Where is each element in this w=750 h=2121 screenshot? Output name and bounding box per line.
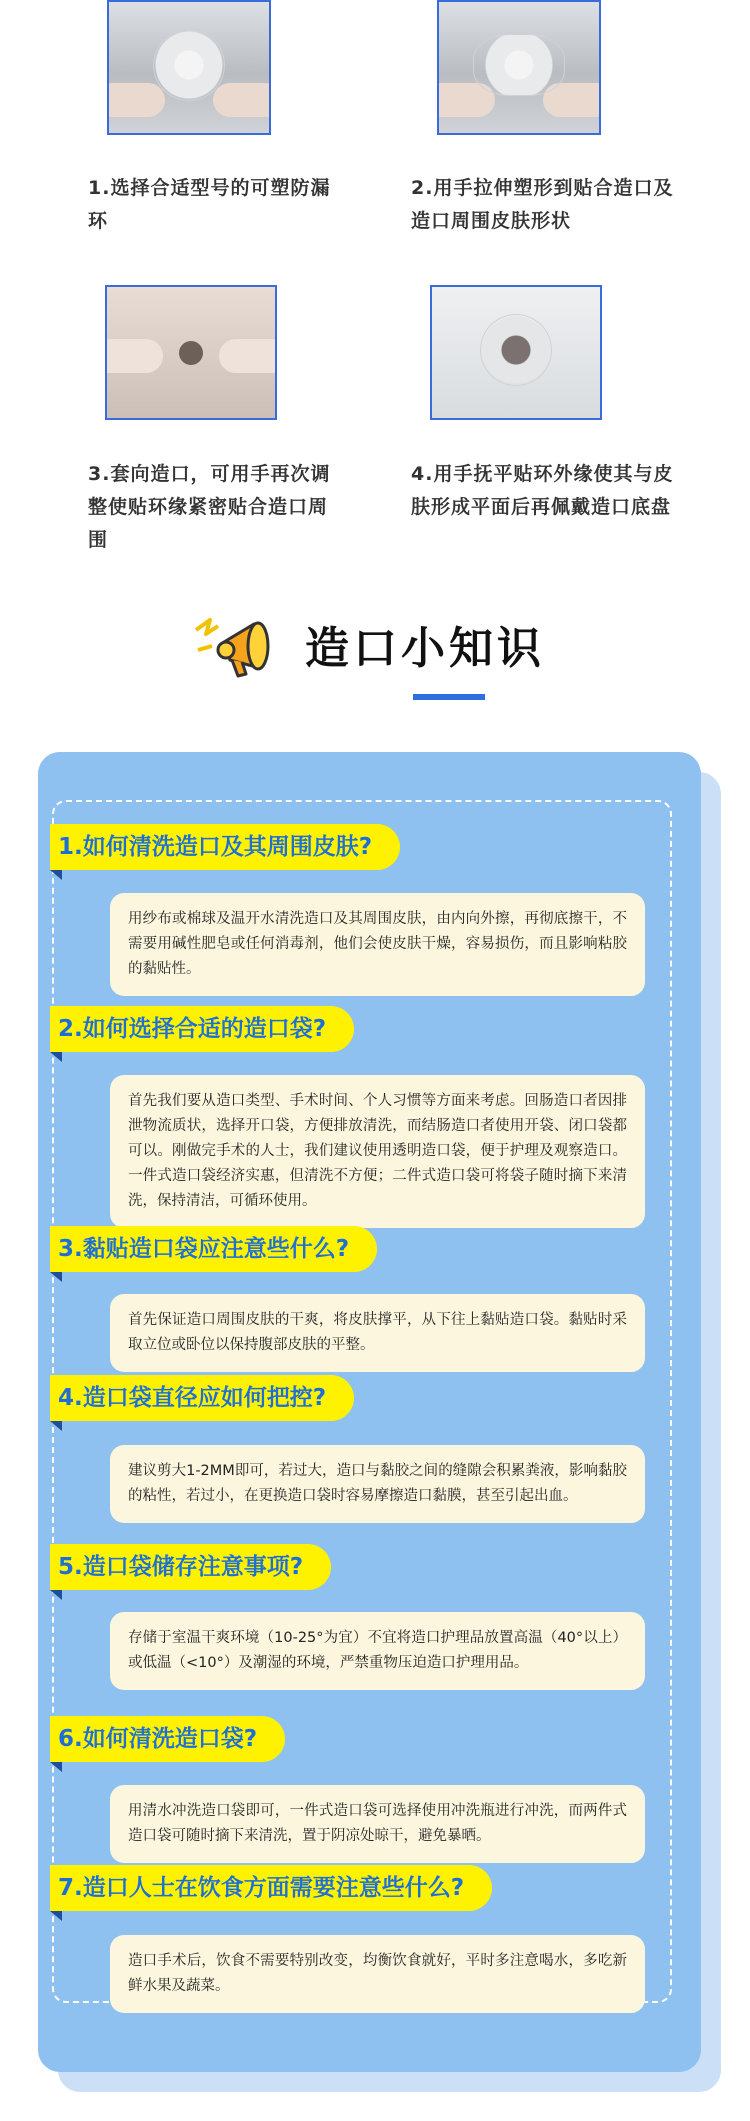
faq-answer: 建议剪大1-2MM即可，若过大，造口与黏胶之间的缝隙会积累粪液，影响黏胶的粘性，若过小，在更换造口袋时容易摩擦造口黏膜，甚至引起出血。 <box>110 1445 645 1523</box>
step-1-caption: 1.选择合适型号的可塑防漏环 <box>88 177 331 232</box>
finger-shape <box>213 83 271 117</box>
step-1-image <box>107 0 271 135</box>
seal-ring-shape <box>154 30 224 100</box>
step-2-caption: 2.用手拉伸塑形到贴合造口及造口周围皮肤形状 <box>411 177 674 232</box>
faq-question: 2.如何选择合适的造口袋? <box>50 1006 354 1052</box>
faq-answer: 造口手术后，饮食不需要特别改变，均衡饮食就好，平时多注意喝水，多吃新鲜水果及蔬菜。 <box>110 1935 645 2013</box>
faq-question: 5.造口袋储存注意事项? <box>50 1544 331 1590</box>
step-2-image <box>437 0 601 135</box>
title-underline <box>413 694 485 700</box>
megaphone-icon <box>188 612 298 686</box>
faq-answer: 用清水冲洗造口袋即可，一件式造口袋可选择使用冲洗瓶进行冲洗，而两件式造口袋可随时摘下来清洗，置于阴凉处晾干，避免暴晒。 <box>110 1785 645 1863</box>
faq-answer: 首先保证造口周围皮肤的干爽，将皮肤撑平，从下往上黏贴造口袋。黏贴时采取立位或卧位以保持腹部皮肤的平整。 <box>110 1294 645 1372</box>
faq-answer: 存储于室温干爽环境（10-25°为宜）不宜将造口护理品放置高温（40°以上）或低温（<10°）及潮湿的环境，严禁重物压迫造口护理用品。 <box>110 1612 645 1690</box>
step-3-image <box>105 285 277 420</box>
seal-ring-shape <box>474 35 564 95</box>
finger-shape <box>219 339 277 373</box>
faq-question: 4.造口袋直径应如何把控? <box>50 1375 354 1421</box>
stoma-shape <box>179 341 203 365</box>
faq-question: 7.造口人士在饮食方面需要注意些什么? <box>50 1865 492 1911</box>
step-4-caption: 4.用手抚平贴环外缘使其与皮肤形成平面后再佩戴造口底盘 <box>411 463 674 518</box>
section-title: 造口小知识 <box>305 623 545 674</box>
faq-question: 3.黏贴造口袋应注意些什么? <box>50 1226 377 1272</box>
seal-ring-shape <box>481 315 551 385</box>
step-4-image <box>430 285 602 420</box>
faq-question: 6.如何清洗造口袋? <box>50 1716 285 1762</box>
finger-shape <box>105 339 163 373</box>
finger-shape <box>107 83 165 117</box>
faq-question: 1.如何清洗造口及其周围皮肤? <box>50 824 400 870</box>
faq-answer: 首先我们要从造口类型、手术时间、个人习惯等方面来考虑。回肠造口者因排泄物流质状，选择开口袋，方便排放清洗，而结肠造口者使用开袋、闭口袋都可以。刚做完手术的人士，我们建议使用透明造口袋，便于护理及观察造口。一件式造口袋经济实惠，但清洗不方便；二件式造口袋可将袋子随时摘下来清洗，保持清洁，可循环使用。 <box>110 1075 645 1228</box>
step-3-caption: 3.套向造口，可用手再次调整使贴环缘紧密贴合造口周围 <box>88 463 331 551</box>
faq-answer: 用纱布或棉球及温开水清洗造口及其周围皮肤，由内向外擦，再彻底擦干，不需要用碱性肥皂或任何消毒剂，他们会使皮肤干燥，容易损伤，而且影响粘胶的黏贴性。 <box>110 893 645 996</box>
